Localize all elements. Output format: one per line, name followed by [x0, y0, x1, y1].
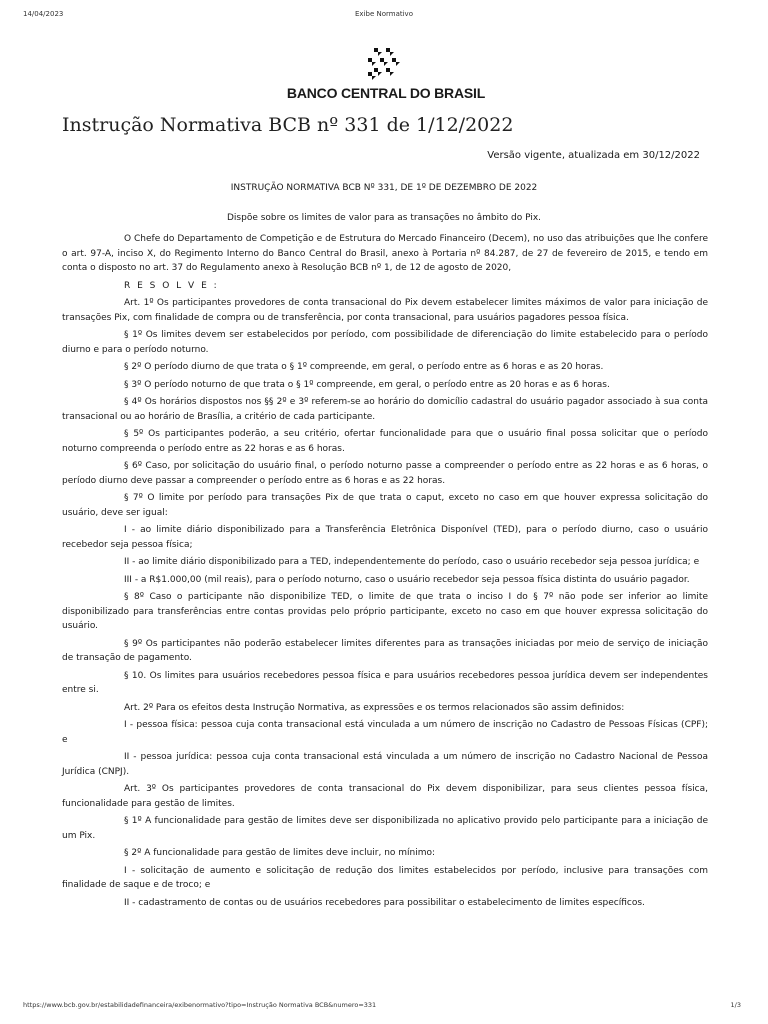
normative-heading: INSTRUÇÃO NORMATIVA BCB Nº 331, DE 1º DE DEZEMBRO DE 2022: [230, 183, 538, 193]
bcb-logo-icon: [364, 46, 404, 82]
paragraph: Art. 2º Para os efeitos desta Instrução Normativa, as expressões e os termos relacionados são assim definidos:: [124, 702, 625, 713]
bank-name: BANCO CENTRAL DO BRASIL: [286, 85, 486, 101]
paragraph: § 1º A funcionalidade para gestão de limites deve ser disponibilizada no aplicativo provido pelo participante para a iniciação de um Pix.: [62, 816, 708, 841]
paragraph: § 10. Os limites para usuários recebedores pessoa física e para usuários recebedores pessoa jurídica devem ser independentes entre si.: [62, 670, 708, 695]
paragraph: II - pessoa jurídica: pessoa cuja conta transacional está vinculada a um número de inscrição no Cadastro Nacional de Pessoa Jurídica (CNPJ).: [62, 752, 708, 777]
document-title: Instrução Normativa BCB nº 331 de 1/12/2022: [62, 114, 514, 136]
paragraph: § 7º O limite por período para transações Pix de que trata o caput, exceto no caso em que houver expressa solicitação do usuário, deve ser igual:: [62, 493, 708, 518]
version-note: Versão vigente, atualizada em 30/12/2022: [487, 150, 700, 161]
paragraph: § 2º A funcionalidade para gestão de limites deve incluir, no mínimo:: [124, 848, 436, 858]
paragraph: § 4º Os horários dispostos nos §§ 2º e 3º referem-se ao horário do domicílio cadastral do usuário pagador associado à sua conta transacional ou ao horário de Brasília, a critério de cada participante.: [62, 397, 708, 422]
page-url-link[interactable]: https://www.bcb.gov.br/estabilidadefinanceira/exibenormativo?tipo=Instrução Normativa BCB&numero=331: [23, 1001, 377, 1009]
page-number: 1/3: [730, 1001, 741, 1009]
paragraph-resolve: R E S O L V E :: [124, 280, 219, 291]
paragraph: § 3º O período noturno de que trata o § 1º compreende, em geral, o período entre as 20 horas e as 6 horas.: [124, 379, 610, 390]
paragraph: § 1º Os limites devem ser estabelecidos por período, com possibilidade de diferenciação do limite estabelecido para o período diurno e para o período noturno.: [62, 330, 708, 355]
paragraph: § 9º Os participantes não poderão estabelecer limites diferentes para as transações iniciadas por meio de serviço de iniciação de transação de pagamento.: [62, 638, 708, 663]
paragraph: O Chefe do Departamento de Competição e de Estrutura do Mercado Financeiro (Decem), no uso das atribuições que lhe confere o art. 97-A, inciso X, do Regimento Interno do Banco Central do Brasil, anexo à Portaria nº 84.287, de 27 de fevereiro de 2015, e tendo em conta o disposto no art. 37 do Regulamento anexo à Resolução BCB nº 1, de 12 de agosto de 2020,: [62, 234, 708, 273]
paragraph: Art. 3º Os participantes provedores de conta transacional do Pix devem disponibilizar, para seus clientes pessoa física, funcionalidade para gestão de limites.: [62, 784, 708, 809]
paragraph: § 2º O período diurno de que trata o § 1º compreende, em geral, o período entre as 6 horas e as 20 horas.: [124, 362, 604, 372]
print-date: 14/04/2023: [23, 10, 64, 18]
document-body: [62, 232, 708, 913]
ementa: Dispõe sobre os limites de valor para as transações no âmbito do Pix.: [226, 213, 542, 223]
paragraph: I - ao limite diário disponibilizado para a Transferência Eletrônica Disponível (TED), para o período diurno, caso o usuário recebedor seja pessoa física;: [62, 525, 708, 550]
paragraph: Art. 1º Os participantes provedores de conta transacional do Pix devem estabelecer limites máximos de valor para iniciação de transações Pix, com finalidade de compra ou de transferência, por conta transacional, para usuários pagadores pessoa física.: [62, 298, 708, 323]
paragraph: II - ao limite diário disponibilizado para a TED, independentemente do período, caso o usuário recebedor seja pessoa jurídica; e: [124, 557, 700, 567]
paragraph: I - pessoa física: pessoa cuja conta transacional está vinculada a um número de inscrição no Cadastro de Pessoas Físicas (CPF); e: [62, 720, 708, 745]
paragraph: I - solicitação de aumento e solicitação de redução dos limites estabelecidos por período, inclusive para transações com finalidade de saque e de troco; e: [62, 865, 708, 890]
paragraph: § 5º Os participantes poderão, a seu critério, ofertar funcionalidade para que o usuário final possa solicitar que o período noturno compreenda o período entre as 22 horas e as 6 horas.: [62, 429, 708, 454]
paragraph: § 6º Caso, por solicitação do usuário final, o período noturno passe a compreender o período entre as 22 horas e as 6 horas, o período diurno deve passar a compreender o período entre as 6 horas e as 22 horas.: [62, 461, 708, 486]
print-page-title: Exibe Normativo: [355, 10, 413, 18]
paragraph: § 8º Caso o participante não disponibilize TED, o limite de que trata o inciso I do § 7º não pode ser inferior ao limite disponibilizado para transferências entre contas providas pelo próprio participante, exceto no caso em que houver expressa solicitação do usuário.: [62, 592, 708, 631]
paragraph: III - a R$1.000,00 (mil reais), para o período noturno, caso o usuário recebedor seja pessoa física distinta do usuário pagador.: [124, 574, 690, 585]
paragraph: II - cadastramento de contas ou de usuários recebedores para possibilitar o estabelecimento de limites específicos.: [124, 897, 645, 908]
